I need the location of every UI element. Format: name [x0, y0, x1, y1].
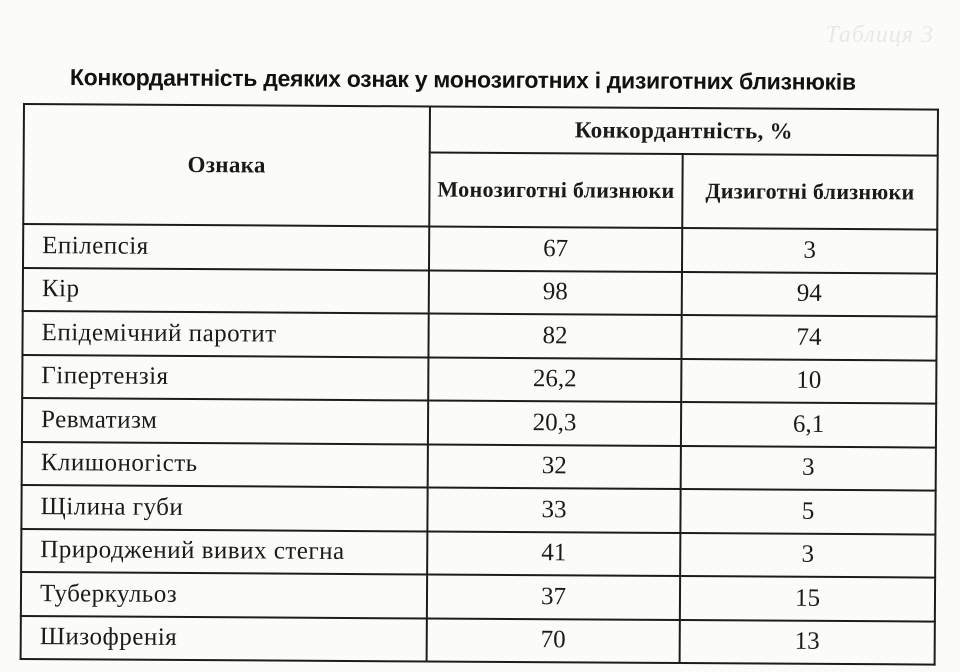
table-row: [22, 441, 936, 490]
row-sign-name: Гіпертензія: [22, 355, 428, 401]
row-dizygotic-value: 15: [680, 576, 935, 621]
row-monozygotic-value: 20,3: [428, 400, 681, 445]
row-monozygotic-value: 32: [428, 444, 681, 489]
table-row: [21, 528, 935, 577]
header-monozygotic: Монозиготні близнюки: [429, 152, 682, 228]
header-concordance: Конкордантність, %: [430, 106, 938, 155]
row-sign-name: Ревматизм: [22, 398, 428, 444]
row-dizygotic-value: 3: [682, 228, 937, 273]
row-dizygotic-value: 5: [680, 489, 935, 534]
row-sign-name: Клишоногість: [22, 441, 428, 487]
header-dizygotic: Дизиготні близнюки: [682, 154, 937, 230]
row-monozygotic-value: 26,2: [428, 357, 681, 402]
table-row: [22, 311, 936, 360]
row-dizygotic-value: 3: [680, 533, 935, 578]
row-monozygotic-value: 67: [429, 226, 682, 271]
concordance-table: [20, 103, 939, 666]
table-row: [21, 615, 935, 664]
row-dizygotic-value: 6,1: [681, 402, 936, 447]
row-sign-name: Епілепсія: [23, 224, 429, 270]
table-row: [21, 485, 935, 534]
row-monozygotic-value: 37: [427, 574, 680, 619]
row-monozygotic-value: 33: [427, 487, 680, 532]
header-sign: Ознака: [23, 104, 430, 226]
row-dizygotic-value: 3: [681, 446, 936, 491]
table-title: Конкордантність деяких ознак у монозиготних і дизиготних близнюків: [69, 64, 856, 95]
table-row: [22, 398, 936, 447]
row-sign-name: Туберкульоз: [21, 572, 427, 618]
table-row: [21, 572, 935, 621]
concordance-table-wrapper: [20, 103, 937, 669]
row-sign-name: Кір: [23, 268, 429, 314]
row-dizygotic-value: 13: [680, 620, 935, 665]
row-sign-name: Шизофренія: [21, 615, 427, 661]
table-number-watermark: Таблиця 3: [825, 22, 934, 48]
row-sign-name: Епідемічний паротит: [22, 311, 428, 357]
row-sign-name: Щілина губи: [21, 485, 427, 531]
row-sign-name: Природжений вивих стегна: [21, 528, 427, 574]
row-monozygotic-value: 41: [427, 531, 680, 576]
table-row: [23, 224, 937, 273]
row-dizygotic-value: 94: [682, 272, 937, 317]
row-dizygotic-value: 10: [681, 359, 936, 404]
row-dizygotic-value: 74: [681, 315, 936, 360]
table-row: [22, 355, 936, 404]
row-monozygotic-value: 82: [428, 313, 681, 358]
row-monozygotic-value: 98: [429, 270, 682, 315]
table-row: [23, 268, 937, 317]
row-monozygotic-value: 70: [427, 618, 680, 663]
